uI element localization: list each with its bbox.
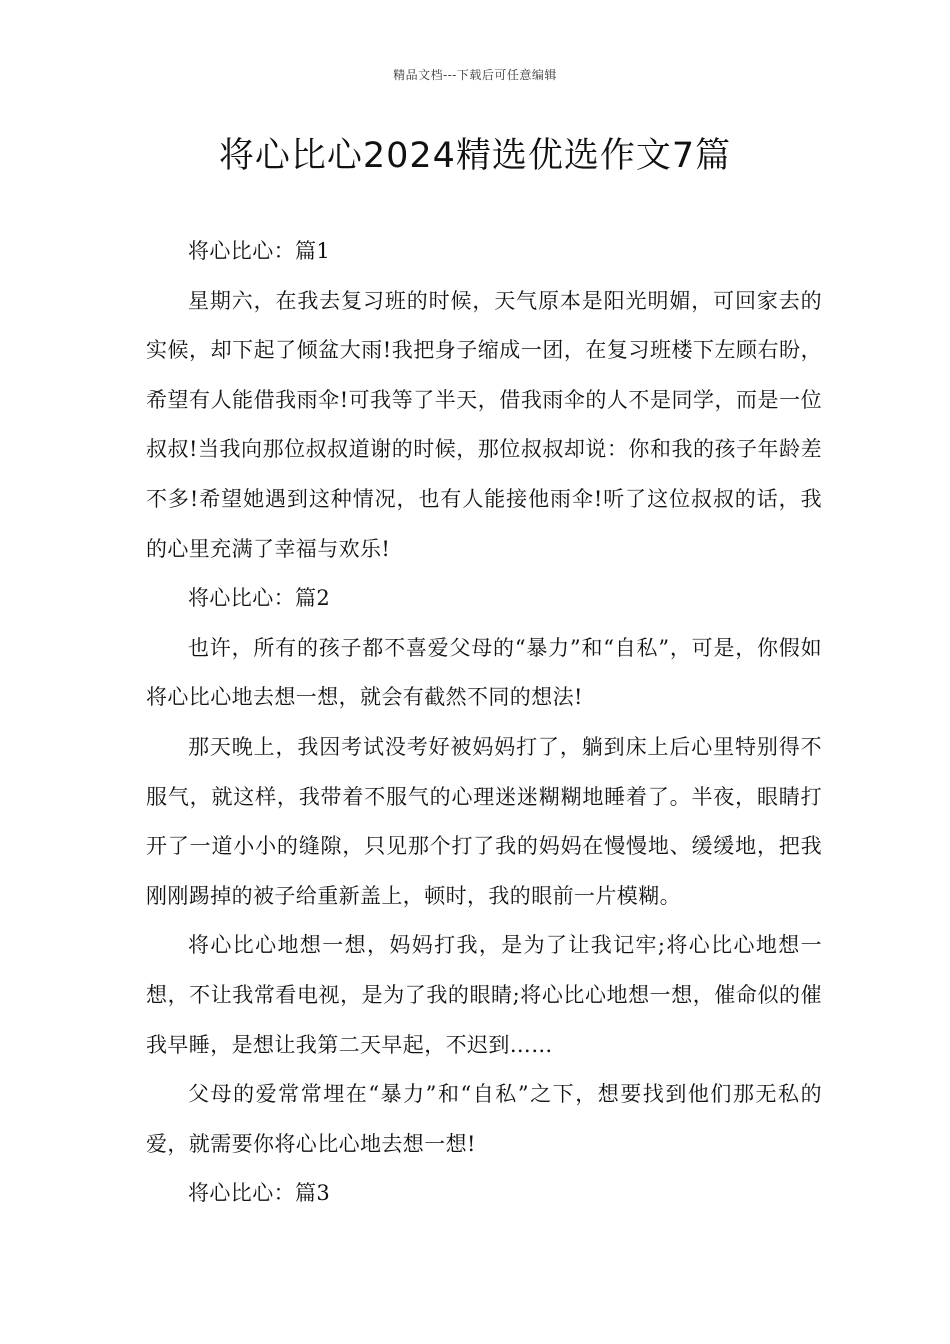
paragraph-5: 父母的爱常常埋在“暴力”和“自私”之下，想要找到他们那无私的爱，就需要你将心比心地去想一想! [146, 1082, 822, 1156]
section-heading-2: 将心比心：篇2 [188, 586, 331, 611]
section-heading-1: 将心比心：篇1 [188, 239, 331, 263]
paragraph-2: 也许，所有的孩子都不喜爱父母的“暴力”和“自私”，可是，你假如将心比心地去想一想，就会有截然不同的想法! [146, 635, 822, 710]
paragraph-3: 那天晚上，我因考试没考好被妈妈打了，躺到床上后心里特别得不服气，就这样，我带着不服气的心理迷迷糊糊地睡着了。半夜，眼睛打开了一道小小的缝隙，只见那个打了我的妈妈在慢慢地、缓缓地，把我刚刚踢掉的被子给重新盖上，顿时，我的眼前一片模糊。 [146, 734, 822, 908]
paragraph-1: 星期六，在我去复习班的时候，天气原本是阳光明媚，可回家去的实候，却下起了倾盆大雨!我把身子缩成一团，在复习班楼下左顾右盼，希望有人能借我雨伞!可我等了半天，借我雨伞的人不是同学，而是一位叔叔!当我向那位叔叔道谢的时候，那位叔叔却说：你和我的孩子年龄差不多!希望她遇到这种情况，也有人能接他雨伞!听了这位叔叔的话，我的心里充满了幸福与欢乐! [146, 288, 822, 561]
document-title: 将心比心2024精选优选作文7篇 [218, 136, 732, 176]
header-note: 精品文档---下载后可任意编辑 [393, 68, 557, 82]
paragraph-4: 将心比心地想一想，妈妈打我，是为了让我记牢;将心比心地想一想，不让我常看电视，是为了我的眼睛;将心比心地想一想，催命似的催我早睡，是想让我第二天早起，不迟到…… [146, 933, 822, 1057]
document-body [146, 227, 822, 1219]
section-heading-3: 将心比心：篇3 [188, 1181, 331, 1206]
